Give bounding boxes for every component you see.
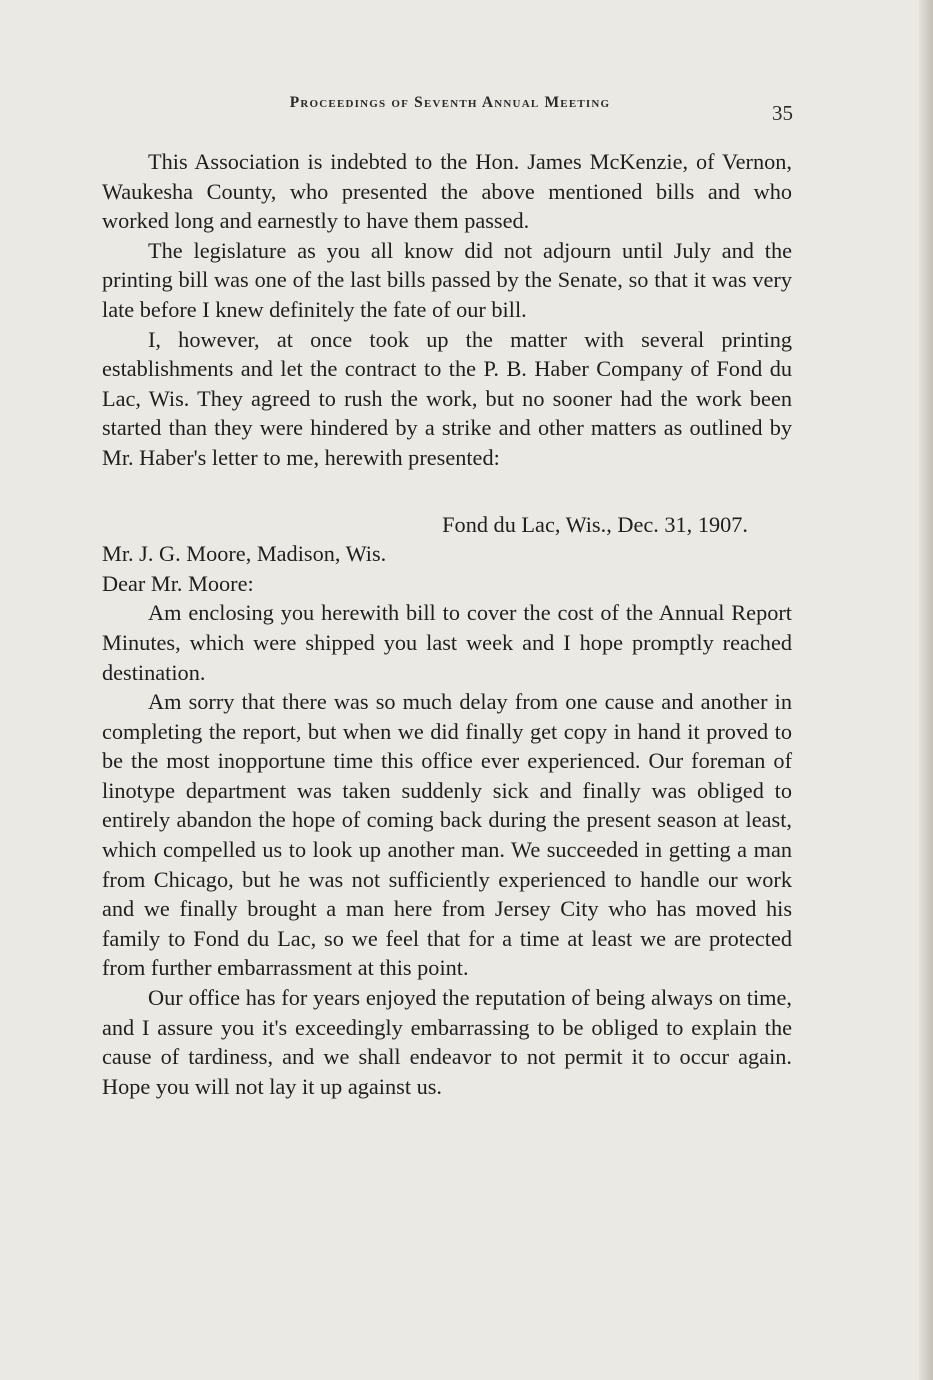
letter-paragraph-3: Our office has for years enjoyed the reputation of being always on time, and I assure you it's exceedingly embarrassing to be obliged to explain the cause of tardiness, and we shall endeavor to not permit it to occur again. Hope you will not lay it up against us. bbox=[102, 985, 792, 1099]
paragraph-3: I, however, at once took up the matter with several printing establishments and let the contract to the P. B. Haber Company of Fond du Lac, Wis. They agreed to rush the work, but no sooner had the work been started than they were hindered by a strike and other matters as outlined by Mr. Haber's letter to me, herewith presented: bbox=[102, 326, 792, 470]
letter-addressee: Mr. J. G. Moore, Madison, Wis. bbox=[102, 541, 387, 567]
letter-paragraph-1: Am enclosing you herewith bill to cover the cost of the Annual Report Minutes, which were shipped you last week and I hope promptly reached destination. bbox=[102, 600, 792, 685]
page-number: 35 bbox=[772, 101, 793, 125]
running-header: Proceedings of Seventh Annual Meeting bbox=[289, 94, 611, 111]
letter-date: Fond du Lac, Wis., Dec. 31, 1907. bbox=[442, 511, 748, 537]
letter-salutation: Dear Mr. Moore: bbox=[102, 570, 254, 596]
paragraph-1: This Association is indebted to the Hon. James McKenzie, of Vernon, Waukesha County, who presented the above mentioned bills and who worked long and earnestly to have them passed. bbox=[102, 149, 792, 234]
letter-paragraph-2: Am sorry that there was so much delay from one cause and another in completing the report, but when we did finally get copy in hand it proved to be the most inopportune time this office ever experienced. Our foreman of linotype department was taken suddenly sick and finally was obliged to entirely abandon the hope of coming back during the present season at least, which compelled us to look up another man. We succeeded in getting a man from Chicago, but he was not sufficiently experienced to handle our work and we finally brought a man here from Jersey City who has moved his family to Fond du Lac, so we feel that for a time at least we are protected from further embarrassment at this point. bbox=[102, 689, 792, 981]
page-edge bbox=[919, 0, 933, 1380]
quoted-letter bbox=[102, 510, 792, 1102]
page-body bbox=[102, 147, 792, 1101]
paragraph-2: The legislature as you all know did not adjourn until July and the printing bill was one of the last bills passed by the Senate, so that it was very late before I knew definitely the fate of our bill. bbox=[102, 237, 792, 322]
